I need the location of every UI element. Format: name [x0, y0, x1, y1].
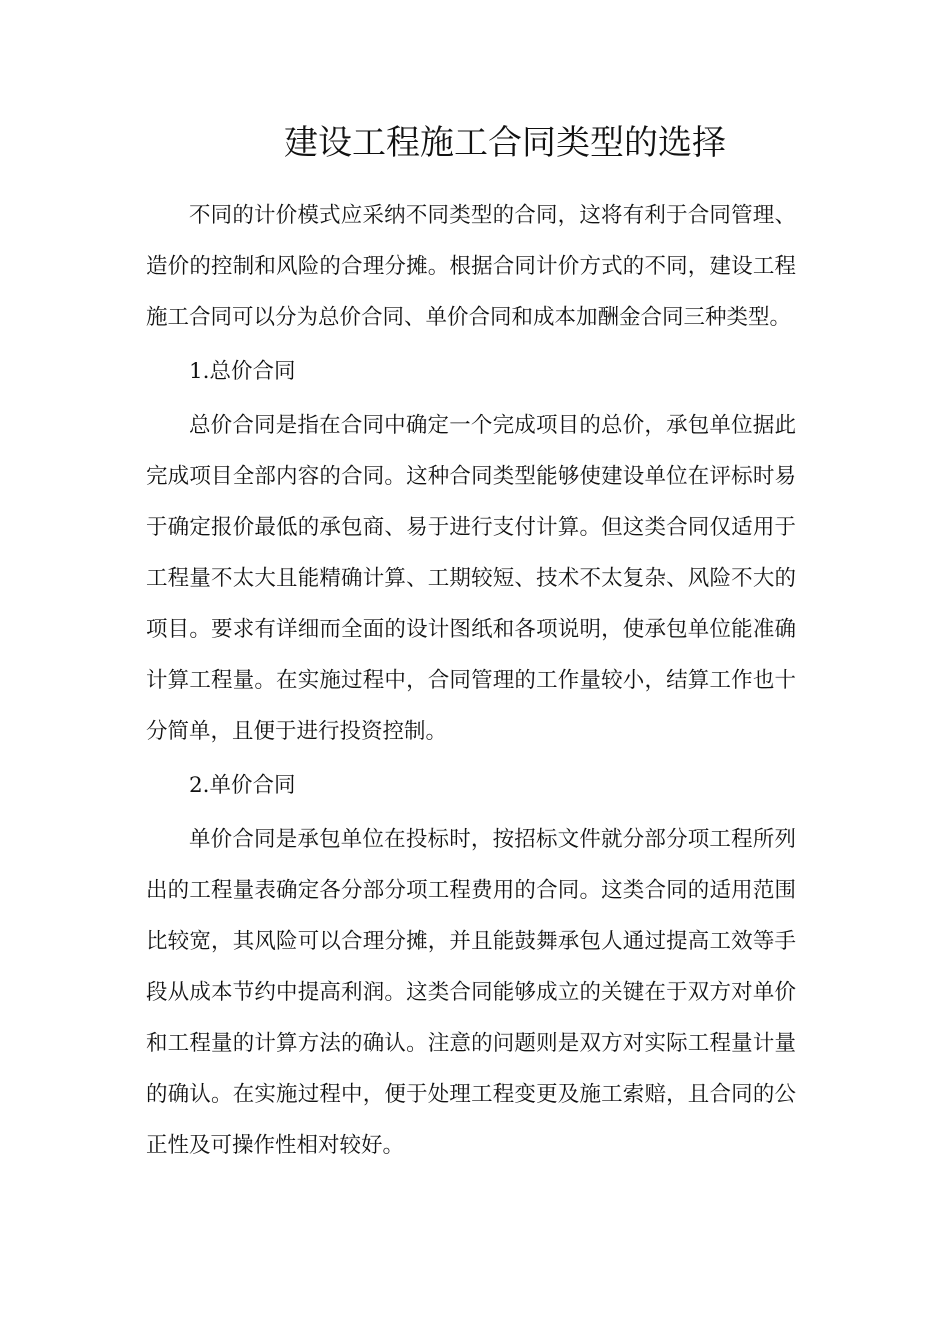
section-heading-lump-sum: 1.总价合同: [189, 359, 296, 384]
document-body: [146, 190, 796, 1174]
section-heading-unit-price: 2.单价合同: [189, 773, 296, 798]
paragraph-unit-price: 单价合同是承包单位在投标时，按招标文件就分部分项工程所列出的工程量表确定各分部分项工程费用的合同。这类合同的适用范围比较宽，其风险可以合理分摊，并且能鼓舞承包人通过提高工效等手段从成本节约中提高利润。这类合同能够成立的关键在于双方对单价和工程量的计算方法的确认。注意的问题则是双方对实际工程量计量的确认。在实施过程中，便于处理工程变更及施工索赔，且合同的公正性及可操作性相对较好。: [146, 827, 796, 1158]
document-title: 建设工程施工合同类型的选择: [284, 123, 726, 163]
paragraph-intro: 不同的计价模式应采纳不同类型的合同，这将有利于合同管理、造价的控制和风险的合理分摊。根据合同计价方式的不同，建设工程施工合同可以分为总价合同、单价合同和成本加酬金合同三种类型。: [146, 203, 796, 330]
paragraph-lump-sum: 总价合同是指在合同中确定一个完成项目的总价，承包单位据此完成项目全部内容的合同。这种合同类型能够使建设单位在评标时易于确定报价最低的承包商、易于进行支付计算。但这类合同仅适用于工程量不太大且能精确计算、工期较短、技术不太复杂、风险不大的项目。要求有详细而全面的设计图纸和各项说明，使承包单位能准确计算工程量。在实施过程中，合同管理的工作量较小，结算工作也十分简单，且便于进行投资控制。: [146, 413, 796, 744]
